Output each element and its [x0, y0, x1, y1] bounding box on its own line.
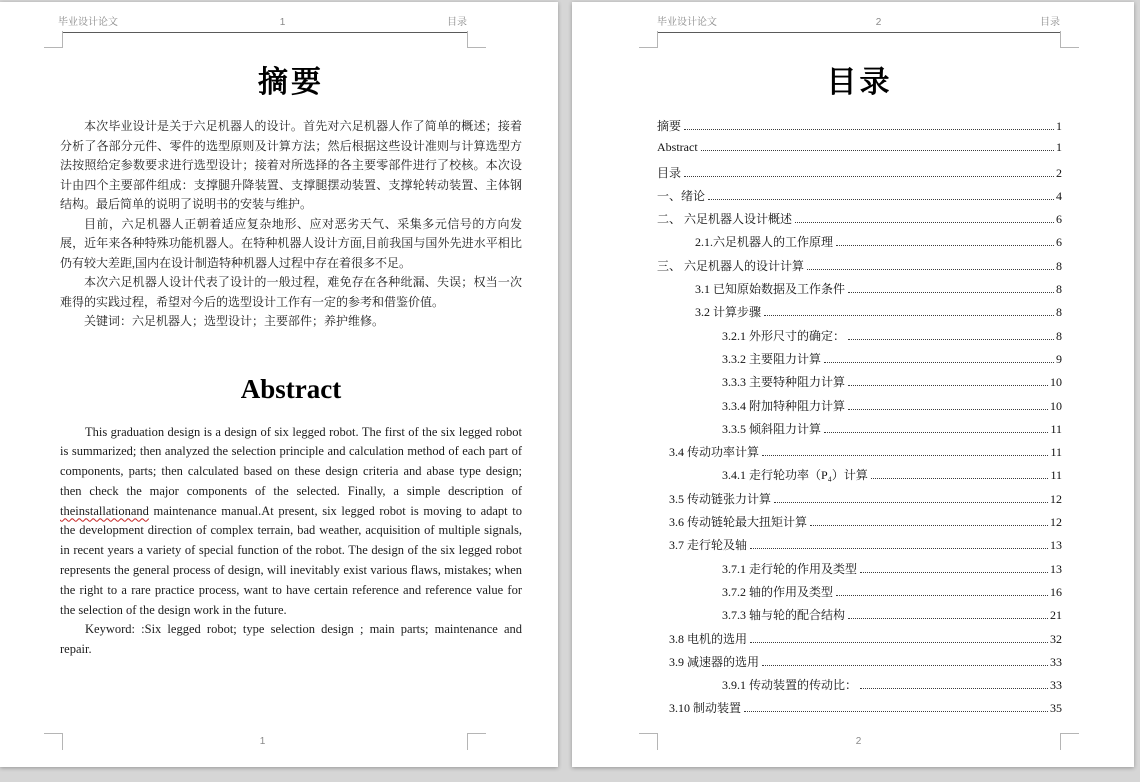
toc-entry[interactable] [657, 373, 1062, 396]
toc-entry-label: 3.5 传动链张力计算 [669, 491, 772, 506]
footer-page-number: 2 [855, 736, 862, 747]
margin-crop-mark [639, 733, 658, 750]
header-doc-title: 毕业设计论文 [58, 17, 118, 28]
toc-leader-dots [701, 150, 1054, 151]
toc-entry-label: 2.1.六足机器人的工作原理 [695, 235, 834, 250]
toc-entry-page: 33 [1050, 678, 1062, 693]
en-text-after: maintenance manual.At present, six legged robot is moving to adapt to the development direction of complex terrain, bad weather, acquisition of multiple signals, in recent years a variety of special function of the robot. The design of the six legged robot represents the general process of design, will inevitably exist various flaws, mistakes; when the right to a rare practice process, want to have certain reference and reference value for the selection of the design work in the future. [60, 503, 522, 617]
header-section-label: 目录 [447, 17, 467, 28]
toc-entry-page: 12 [1050, 491, 1062, 506]
toc-leader-dots [744, 711, 1048, 712]
toc-leader-dots [810, 525, 1048, 526]
toc-entry-label: 3.9.1 传动装置的传动比： [722, 678, 858, 693]
toc-entry-page: 11 [1050, 445, 1062, 460]
toc-leader-dots [762, 665, 1048, 666]
toc-leader-dots [764, 315, 1054, 316]
toc-entry-page: 6 [1056, 212, 1062, 227]
header-page-number: 1 [279, 17, 286, 28]
toc-entry-label: 3.4 传动功率计算 [669, 445, 760, 460]
toc-body [657, 2, 1062, 723]
toc-entry[interactable] [657, 210, 1062, 233]
abstract-cn-paragraph[interactable]: 本次毕业设计是关于六足机器人的设计。首先对六足机器人作了简单的概述；接着分析了各部分元件、零件的选型原则及计算方法；然后根据这些设计准则与计算选型方法按照给定参数要求进行选型设计；接着对所选择的各主要零部件进行了校核。本次设计由四个主要部件组成：支撑腿升降装置、支撑腿摆动装置、支撑轮转动装置、主体钢结构。最后简单的说明了说明书的安装与维护。 [60, 119, 522, 211]
toc-leader-dots [848, 292, 1054, 293]
toc-leader-dots [708, 199, 1054, 200]
toc-entry-label: 3.7 走行轮及轴 [669, 538, 748, 553]
toc-entry-label: 3.7.3 轴与轮的配合结构 [722, 608, 846, 623]
toc-leader-dots [860, 688, 1048, 689]
abstract-cn-title: 摘要 [258, 66, 324, 99]
toc-entry-page: 11 [1050, 468, 1062, 483]
misspelled-word: theinstallationand [60, 503, 149, 518]
page-1-abstract[interactable] [0, 2, 558, 767]
toc-leader-dots [750, 548, 1048, 549]
toc-entry-label: 3.9 减速器的选用 [669, 654, 760, 669]
toc-entry-label: 3.7.1 走行轮的作用及类型 [722, 561, 858, 576]
toc-entry-label: 3.3.5 倾斜阻力计算 [722, 421, 822, 436]
toc-entry[interactable] [657, 257, 1062, 280]
toc-entry-page: 13 [1050, 538, 1062, 553]
toc-entry-page: 1 [1056, 140, 1062, 155]
toc-entry-label: Abstract [657, 140, 698, 155]
toc-entry[interactable] [657, 560, 1062, 583]
en-text-before: This graduation design is a design of six legged robot. The first of the six legged robot is summarized; then analyzed the selection principle and calculation method of each part of components, parts; then calculated based on these design criteria and abase type design; then check the major components of the selected. Finally, a simple description of [60, 424, 522, 498]
toc-entry-page: 11 [1050, 421, 1062, 436]
toc-entry-label: 3.6 传动链轮最大扭矩计算 [669, 515, 808, 530]
toc-entry[interactable] [657, 140, 1062, 163]
abstract-body [60, 2, 522, 660]
toc-entry-page: 32 [1050, 631, 1062, 646]
margin-crop-mark [1060, 31, 1079, 48]
toc-entry-label: 3.3.4 附加特种阻力计算 [722, 398, 846, 413]
header-section-label: 目录 [1040, 17, 1060, 28]
toc-entry[interactable] [657, 513, 1062, 536]
toc-entry[interactable] [657, 630, 1062, 653]
toc-entry[interactable] [657, 536, 1062, 559]
toc-entry-label: 三、 六足机器人的设计计算 [657, 258, 805, 273]
abstract-cn-paragraph[interactable]: 目前，六足机器人正朝着适应复杂地形、应对恶劣天气、采集多元信号的方向发展，近年来各种特殊功能机器人。在特种机器人设计方面,目前我国与国外先进水平相比仍有较大差距,国内在设计制造特种机器人过程中存在着很多不足。 [60, 216, 522, 270]
toc-entry[interactable] [657, 327, 1062, 350]
toc-entry-page: 35 [1050, 701, 1062, 716]
toc-entry-page: 16 [1050, 584, 1062, 599]
toc-entry-label: 3.8 电机的选用 [669, 631, 748, 646]
page-2-toc[interactable] [572, 2, 1134, 767]
toc-entry-page: 9 [1056, 351, 1062, 366]
toc-entry[interactable] [657, 699, 1062, 722]
toc-entry-page: 1 [1056, 119, 1062, 133]
toc-entry[interactable] [657, 606, 1062, 629]
abstract-en-title: Abstract [240, 373, 342, 404]
toc-entry-label: 3.4.1 走行轮功率（P₄）计算 [722, 468, 868, 483]
toc-entry-label: 3.3.2 主要阻力计算 [722, 351, 822, 366]
toc-entry[interactable] [657, 303, 1062, 326]
toc-entry-label: 3.10 制动装置 [669, 701, 742, 716]
toc-entry-page: 8 [1056, 282, 1062, 297]
toc-entry-label: 3.3.3 主要特种阻力计算 [722, 375, 846, 390]
margin-crop-mark [639, 31, 658, 48]
toc-entry[interactable] [657, 187, 1062, 210]
toc-entry-label: 3.7.2 轴的作用及类型 [722, 584, 834, 599]
toc-entry[interactable] [657, 676, 1062, 699]
footer-page-number: 1 [259, 736, 266, 747]
toc-leader-dots [848, 339, 1054, 340]
toc-title: 目录 [826, 66, 893, 99]
toc-leader-dots [684, 129, 1054, 130]
toc-entry-page: 12 [1050, 515, 1062, 530]
header-doc-title: 毕业设计论文 [657, 17, 717, 28]
toc-entry-label: 3.1 已知原始数据及工作条件 [695, 282, 846, 297]
toc-entry-page: 8 [1056, 328, 1062, 343]
toc-leader-dots [774, 502, 1048, 503]
toc-leader-dots [836, 245, 1054, 246]
margin-crop-mark [467, 733, 486, 750]
toc-entry[interactable] [657, 466, 1062, 489]
toc-leader-dots [807, 269, 1054, 270]
toc-entry-label: 目录 [657, 165, 682, 180]
toc-entry-page: 4 [1056, 188, 1062, 203]
toc-entry-page: 21 [1050, 608, 1062, 623]
toc-entry[interactable] [657, 397, 1062, 420]
toc-entry[interactable] [657, 233, 1062, 256]
toc-entry-label: 一、绪论 [657, 188, 706, 203]
toc-leader-dots [684, 176, 1054, 177]
toc-entry[interactable] [657, 490, 1062, 513]
toc-entry[interactable] [657, 164, 1062, 187]
toc-entry[interactable] [657, 350, 1062, 373]
abstract-en-paragraph[interactable] [60, 423, 522, 621]
toc-entry-label: 3.2.1 外形尺寸的确定： [722, 328, 846, 343]
toc-leader-dots [824, 432, 1048, 433]
toc-entry-page: 8 [1056, 305, 1062, 320]
toc-leader-dots [762, 455, 1048, 456]
toc-entry-page: 33 [1050, 654, 1062, 669]
toc-entry[interactable] [657, 583, 1062, 606]
toc-entry-page: 13 [1050, 561, 1062, 576]
header-page-number: 2 [875, 17, 882, 28]
keywords-en-line[interactable]: Keyword: :Six legged robot; type selection design ; main parts; maintenance and repair. [60, 622, 522, 657]
toc-entry[interactable] [657, 280, 1062, 303]
toc-entry[interactable] [657, 420, 1062, 443]
toc-leader-dots [824, 362, 1054, 363]
toc-entry-page: 2 [1056, 165, 1062, 180]
toc-entry-page: 10 [1050, 375, 1062, 390]
margin-crop-mark [1060, 733, 1079, 750]
toc-leader-dots [795, 222, 1054, 223]
toc-entry-label: 3.2 计算步骤 [695, 305, 762, 320]
toc-entry[interactable] [657, 653, 1062, 676]
toc-leader-dots [848, 385, 1048, 386]
toc-entry-page: 10 [1050, 398, 1062, 413]
toc-entry-label: 摘要 [657, 119, 682, 133]
toc-leader-dots [871, 478, 1049, 479]
abstract-cn-paragraph[interactable]: 本次六足机器人设计代表了设计的一般过程，难免存在各种纰漏、失误；权当一次难得的实践过程，希望对今后的选型设计工作有一定的参考和借鉴价值。 [60, 275, 522, 309]
table-of-contents [657, 117, 1062, 723]
toc-entry-label: 二、 六足机器人设计概述 [657, 212, 793, 227]
toc-entry[interactable] [657, 117, 1062, 140]
toc-leader-dots [750, 642, 1048, 643]
toc-entry[interactable] [657, 443, 1062, 466]
toc-leader-dots [836, 595, 1048, 596]
keywords-cn-line[interactable]: 关键词：六足机器人；选型设计；主要部件；养护维修。 [84, 314, 385, 328]
toc-leader-dots [860, 572, 1048, 573]
toc-entry-page: 6 [1056, 235, 1062, 250]
toc-leader-dots [848, 618, 1048, 619]
toc-entry-page: 8 [1056, 258, 1062, 273]
toc-leader-dots [848, 409, 1048, 410]
